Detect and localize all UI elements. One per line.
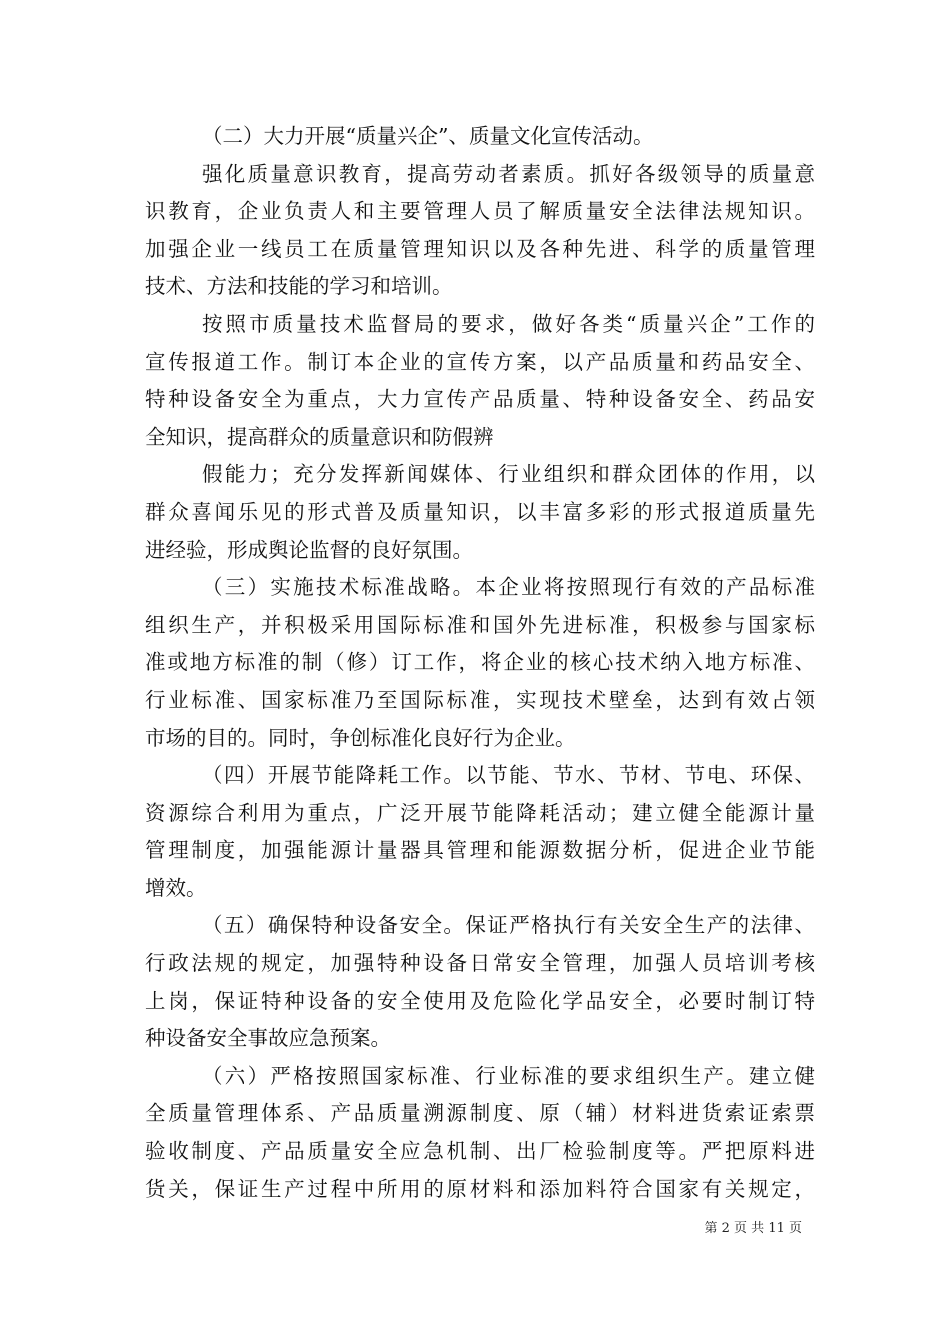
text-line: （六）严格按照国家标准、行业标准的要求组织生产。建立健 [202,1063,815,1088]
text-line: 群众喜闻乐见的形式普及质量知识，以丰富多彩的形式报道质量先 [145,499,815,524]
text-line: 资源综合利用为重点，广泛开展节能降耗活动；建立健全能源计量 [145,800,815,825]
text-line: （四）开展节能降耗工作。以节能、节水、节材、节电、环保、 [202,763,815,788]
text-line: （五）确保特种设备安全。保证严格执行有关安全生产的法律、 [202,913,815,938]
text-line: 假能力；充分发挥新闻媒体、行业组织和群众团体的作用，以 [202,462,815,487]
text-line: 识教育，企业负责人和主要管理人员了解质量安全法律法规知识。 [145,199,815,224]
text-line: 行业标准、国家标准乃至国际标准，实现技术壁垒，达到有效占领 [145,687,815,712]
text-line: 进经验，形成舆论监督的良好氛围。 [145,537,473,562]
text-line: 管理制度，加强能源计量器具管理和能源数据分析，促进企业节能 [145,838,815,863]
text-line: 宣传报道工作。制订本企业的宣传方案，以产品质量和药品安全、 [145,349,815,374]
text-line: 强化质量意识教育，提高劳动者素质。抓好各级领导的质量意 [202,161,815,186]
text-line: 市场的目的。同时，争创标准化良好行为企业。 [145,725,576,750]
document-body [145,118,815,1208]
text-line: 货关，保证生产过程中所用的原材料和添加料符合国家有关规定， [145,1176,815,1201]
text-line: 验收制度、产品质量安全应急机制、出厂检验制度等。严把原料进 [145,1139,815,1164]
text-line: 加强企业一线员工在质量管理知识以及各种先进、科学的质量管理 [145,236,815,261]
text-line: （三）实施技术标准战略。本企业将按照现行有效的产品标准 [202,575,815,600]
text-line: 特种设备安全为重点，大力宣传产品质量、特种设备安全、药品安 [145,387,815,412]
text-line: （二）大力开展“质量兴企”、质量文化宣传活动。 [202,124,654,148]
text-line: 种设备安全事故应急预案。 [145,1026,391,1051]
text-line: 全知识，提高群众的质量意识和防假辨 [145,424,494,449]
text-line: 技术、方法和技能的学习和培训。 [145,274,453,299]
text-line: 行政法规的规定，加强特种设备日常安全管理，加强人员培训考核 [145,951,815,976]
text-line: 上岗，保证特种设备的安全使用及危险化学品安全，必要时制订特 [145,988,815,1013]
text-line: 按照市质量技术监督局的要求，做好各类“质量兴企”工作的 [202,311,815,336]
text-line: 增效。 [145,875,207,900]
page-number: 第 2 页 共 11 页 [704,1221,802,1236]
text-line: 组织生产，并积极采用国际标准和国外先进标准，积极参与国家标 [145,612,815,637]
text-line: 准或地方标准的制（修）订工作，将企业的核心技术纳入地方标准、 [145,650,815,675]
text-line: 全质量管理体系、产品质量溯源制度、原（辅）材料进货索证索票 [145,1101,815,1126]
